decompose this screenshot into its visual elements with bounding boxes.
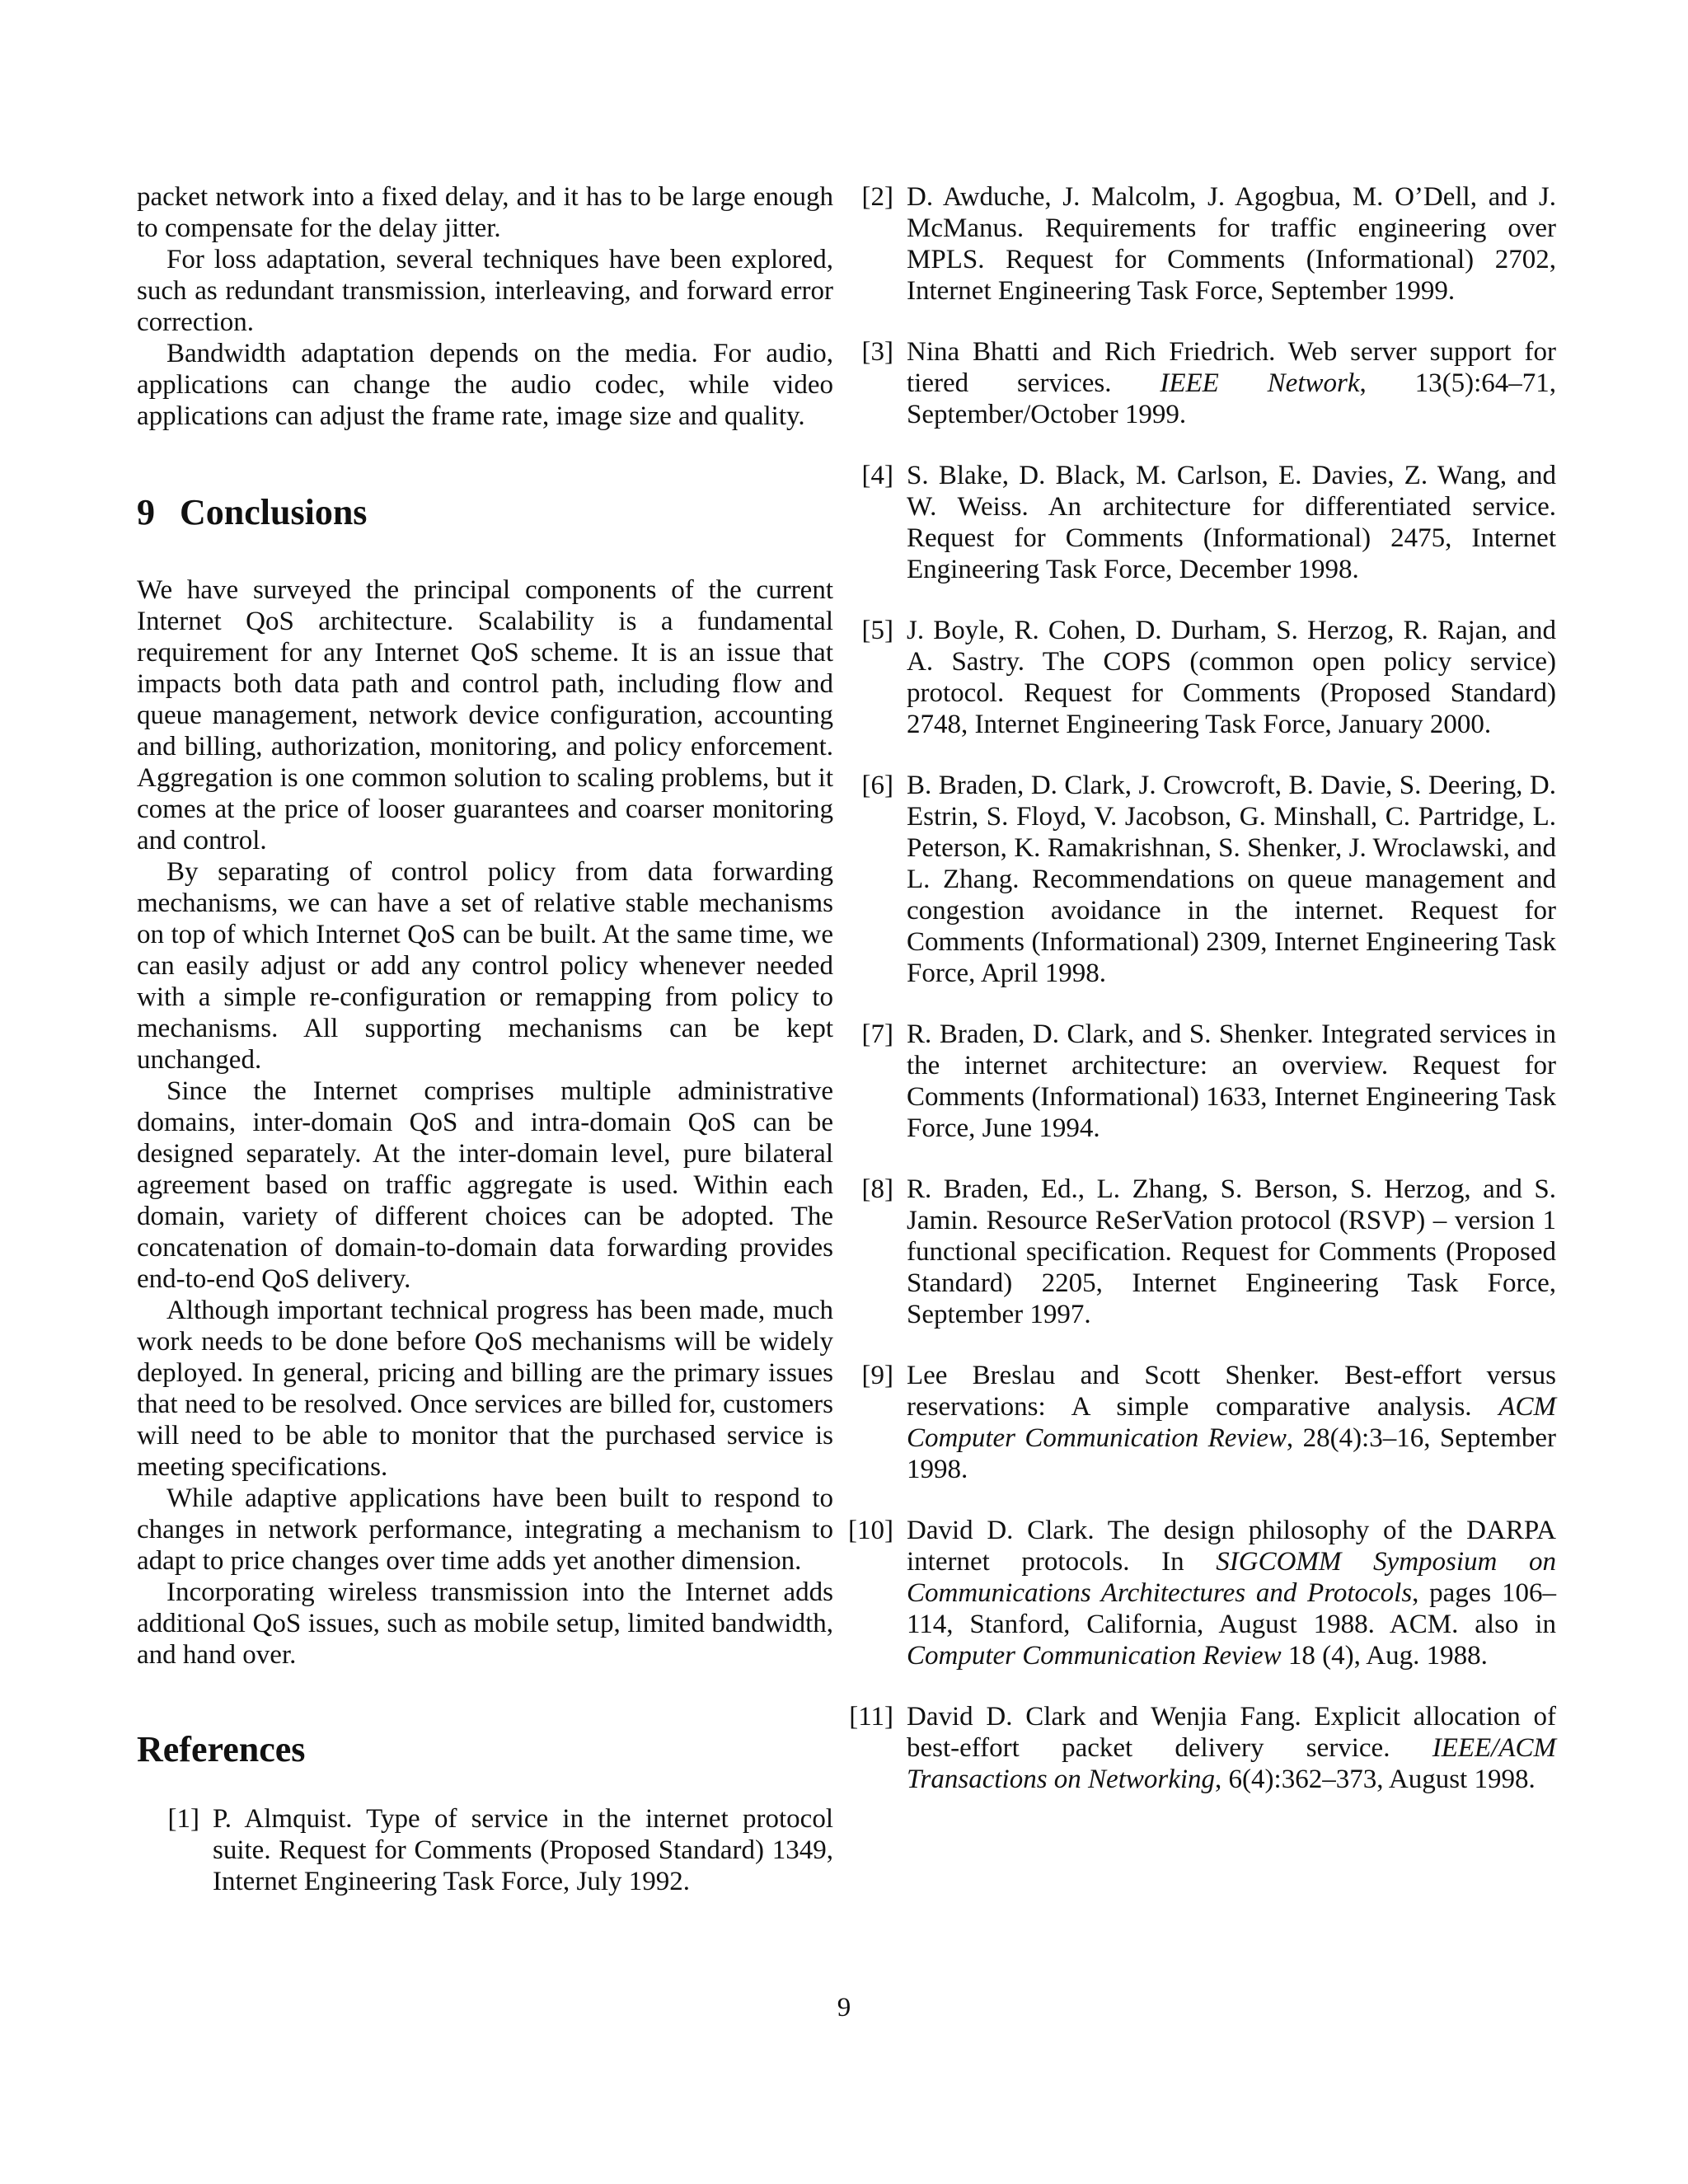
reference-item xyxy=(841,1701,1556,1795)
reference-text-post: , pages 106–114, Stanford, California, August 1988. ACM. also in xyxy=(907,1578,1556,1639)
right-column xyxy=(848,181,1557,1795)
reference-text: P. Almquist. Type of service in the internet protocol suite. Request for Comments (Proposed Standard) 1349, Internet Engineering Task Force, July 1992. xyxy=(213,1804,833,1896)
reference-text-post: , 28(4):3–16, September 1998. xyxy=(907,1423,1556,1484)
references-heading: References xyxy=(137,1729,306,1769)
section-number: 9 xyxy=(137,492,155,532)
reference-label: [3] xyxy=(861,337,893,367)
reference-text: J. Boyle, R. Cohen, D. Durham, S. Herzog, R. Rajan, and A. Sastry. The COPS (common open policy service) protocol. Request for Comments (Proposed Standard) 2748, Internet Engineering Task Force, January 2000. xyxy=(907,616,1556,739)
reference-item xyxy=(841,1515,1556,1671)
reference-text-pre: David D. Clark and Wenjia Fang. Explicit allocation of best-effort packet delivery service. xyxy=(907,1702,1556,1763)
reference-label: [10] xyxy=(848,1516,893,1545)
reference-item xyxy=(150,1803,833,1897)
reference-label: [6] xyxy=(861,771,893,800)
reference-text-pre: David D. Clark. The design philosophy of the DARPA internet protocols. In xyxy=(907,1516,1556,1577)
conclusions-paragraph-6: Incorporating wireless transmission into the Internet adds additional QoS issues, such as mobile setup, limited bandwidth, and hand over. xyxy=(137,1577,833,1670)
reference-label: [1] xyxy=(167,1804,199,1834)
reference-text-post: , 13(5):64–71, September/October 1999. xyxy=(907,368,1556,429)
reference-venue: IEEE/ACM Transactions on Networking xyxy=(907,1733,1556,1794)
conclusions-paragraph-5: While adaptive applications have been built to respond to changes in network performance, integrating a mechanism to adapt to price changes over time adds yet another dimension. xyxy=(137,1483,833,1576)
reference-item xyxy=(841,1019,1556,1144)
reference-label: [2] xyxy=(861,182,893,212)
conclusions-paragraph-1: We have surveyed the principal components of the current Internet QoS architecture. Scalability is a fundamental requirement for any Internet QoS scheme. It is an issue that impacts both data path and control path, including flow and queue management, network device configuration, accounting and billing, authorization, monitoring, and policy enforcement. Aggregation is one common solution to scaling problems, but it comes at the price of looser guarantees and coarser monitoring and control. xyxy=(137,575,833,855)
reference-text xyxy=(907,1701,1556,1795)
section-title: Conclusions xyxy=(180,492,368,532)
reference-item xyxy=(841,1360,1556,1485)
page-number: 9 xyxy=(837,1993,851,2022)
conclusions-heading xyxy=(137,491,833,533)
reference-text-pre: Nina Bhatti and Rich Friedrich. Web server support for tiered services. xyxy=(907,337,1556,398)
intro-paragraph-1: packet network into a fixed delay, and it has to be large enough to compensate for the delay jitter. xyxy=(137,182,833,243)
reference-text: S. Blake, D. Black, M. Carlson, E. Davies, Z. Wang, and W. Weiss. An architecture for differentiated service. Request for Comments (Informational) 2475, Internet Engineering Task Force, December 1998. xyxy=(907,461,1556,584)
reference-text: D. Awduche, J. Malcolm, J. Agogbua, M. O’Dell, and J. McManus. Requirements for traffic engineering over MPLS. Request for Comments (Informational) 2702, Internet Engineering Task Force, September 1999. xyxy=(907,182,1556,306)
reference-list-right xyxy=(841,181,1556,1795)
reference-item xyxy=(841,1174,1556,1330)
reference-text: B. Braden, D. Clark, J. Crowcroft, B. Davie, S. Deering, D. Estrin, S. Floyd, V. Jacobson, G. Minshall, C. Partridge, L. Peterson, K. Ramakrishnan, S. Shenker, J. Wroclawski, and L. Zhang. Recommendations on queue management and congestion avoidance in the internet. Request for Comments (Informational) 2309, Internet Engineering Task Force, April 1998. xyxy=(907,771,1556,988)
reference-text xyxy=(907,336,1556,430)
reference-item xyxy=(841,336,1556,430)
reference-label: [4] xyxy=(861,461,893,490)
conclusions-paragraph-2: By separating of control policy from data forwarding mechanisms, we can have a set of relative stable mechanisms on top of which Internet QoS can be built. At the same time, we can easily adjust or add any control policy whenever needed with a simple re-configuration or remapping from policy to mechanisms. All supporting mechanisms can be kept unchanged. xyxy=(137,857,833,1075)
conclusions-paragraph-3: Since the Internet comprises multiple administrative domains, inter-domain QoS and intra-domain QoS can be designed separately. At the inter-domain level, pure bilateral agreement based on traffic aggregate is used. Within each domain, variety of different choices can be adopted. The concatenation of domain-to-domain data forwarding provides end-to-end QoS delivery. xyxy=(137,1076,833,1294)
left-column xyxy=(137,181,833,1897)
reference-label: [11] xyxy=(849,1702,893,1732)
reference-text-post-2: 18 (4), Aug. 1988. xyxy=(1281,1641,1488,1671)
reference-text-pre: Lee Breslau and Scott Shenker. Best-effort versus reservations: A simple comparative analysis. xyxy=(907,1361,1556,1422)
reference-text: R. Braden, D. Clark, and S. Shenker. Integrated services in the internet architecture: an overview. Request for Comments (Informational) 1633, Internet Engineering Task Force, June 1994. xyxy=(907,1019,1556,1143)
intro-paragraph-2: For loss adaptation, several techniques have been explored, such as redundant transmission, interleaving, and forward error correction. xyxy=(137,245,833,337)
reference-label: [5] xyxy=(861,616,893,645)
reference-item xyxy=(841,615,1556,740)
intro-paragraph-3: Bandwidth adaptation depends on the media. For audio, applications can change the audio codec, while video applications can adjust the frame rate, image size and quality. xyxy=(137,339,833,431)
reference-item xyxy=(841,770,1556,989)
conclusions-paragraph-4: Although important technical progress has been made, much work needs to be done before QoS mechanisms will be widely deployed. In general, pricing and billing are the primary issues that need to be resolved. Once services are billed for, customers will need to be able to monitor that the purchased service is meeting specifications. xyxy=(137,1296,833,1482)
reference-venue-2: Computer Communication Review xyxy=(907,1641,1282,1671)
reference-text: R. Braden, Ed., L. Zhang, S. Berson, S. Herzog, and S. Jamin. Resource ReSerVation protocol (RSVP) – version 1 functional specification. Request for Comments (Proposed Standard) 2205, Internet Engineering Task Force, September 1997. xyxy=(907,1174,1556,1329)
reference-item xyxy=(841,460,1556,585)
reference-venue: ACM Computer Communication Review xyxy=(907,1392,1556,1453)
reference-text xyxy=(907,1360,1556,1485)
reference-item xyxy=(841,181,1556,307)
reference-venue: IEEE Network xyxy=(1160,368,1360,398)
reference-list-left xyxy=(137,1803,833,1897)
reference-label: [7] xyxy=(861,1019,893,1049)
reference-text xyxy=(907,1515,1556,1671)
reference-text-post: , 6(4):362–373, August 1998. xyxy=(1215,1765,1536,1794)
reference-venue: SIGCOMM Symposium on Communications Architectures and Protocols xyxy=(907,1547,1557,1608)
reference-label: [8] xyxy=(861,1174,893,1204)
reference-label: [9] xyxy=(861,1361,893,1390)
